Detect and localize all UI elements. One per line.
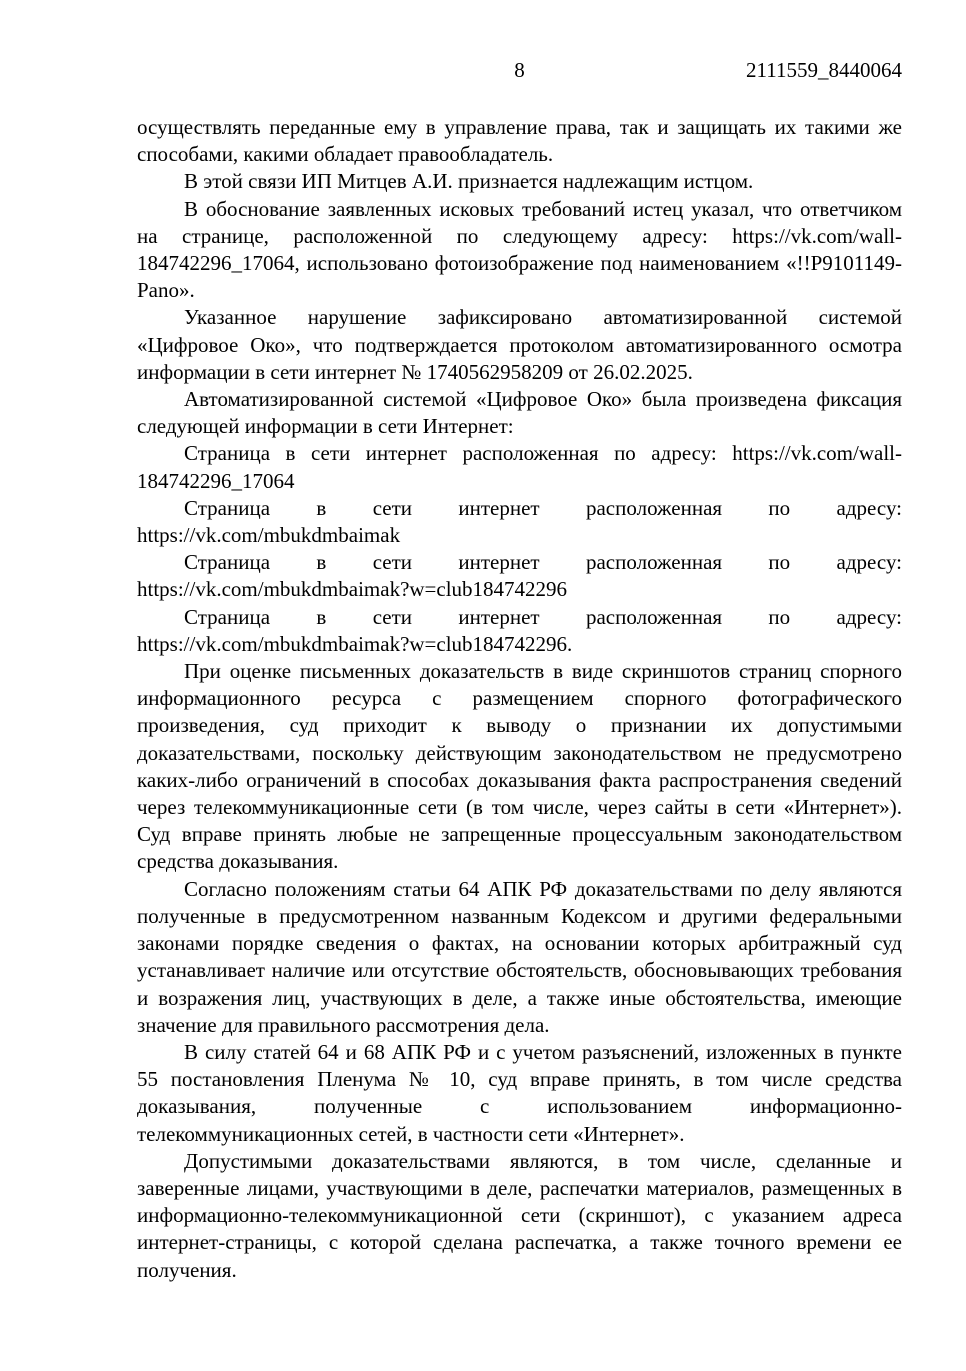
page-number: 8 [514,58,525,82]
paragraph-url-4: Страница в сети интернет расположенная по адресу: https://vk.com/mbukdmbaimak?w=club184742296. [137,604,902,656]
paragraph-proper-plaintiff: В этой связи ИП Митцев А.И. признается надлежащим истцом. [184,169,754,194]
paragraph-url-1: Страница в сети интернет расположенная по адресу: https://vk.com/wall-184742296_17064 [137,441,902,493]
document-body [137,114,902,1284]
paragraph-continuation: осуществлять переданные ему в управление права, так и защищать их такими же способами, какими обладает правообладатель. [137,115,902,167]
paragraph-apk-articles-64-68: В силу статей 64 и 68 АПК РФ и с учетом разъяснений, изложенных в пункте 55 постановления Пленума № 10, суд вправе принять, в том числе средства доказывания, полученные с использованием информационно-телекоммуникационных сетей, в частности сети «Интернет». [137,1039,902,1146]
paragraph-url-3: Страница в сети интернет расположенная по адресу: https://vk.com/mbukdmbaimak?w=club184742296 [137,550,902,602]
paragraph-url-2: Страница в сети интернет расположенная по адресу: https://vk.com/mbukdmbaimak [137,495,902,548]
document-number: 2111559_8440064 [746,58,902,82]
paragraph-violation-record: Указанное нарушение зафиксировано автоматизированной системой «Цифровое Око», что подтверждается протоколом автоматизированного осмотра информации в сети интернет № 1740562958209 от 26.02.2025. [137,305,902,384]
paragraph-admissible-evidence: Допустимыми доказательствами являются, в том числе, сделанные и заверенные лицами, участвующими в деле, распечатки материалов, размещенных в информационно-телекоммуникационной сети (скриншот), с указанием адреса интернет-страницы, с которой сделана распечатка, а также точного времени ее получения. [137,1148,902,1282]
paragraph-screenshot-assessment: При оценке письменных доказательств в виде скриншотов страниц спорного информационного ресурса с размещением спорного фотографического произведения, суд приходит к выводу о признании их допустимыми доказательствами, поскольку действующим законодательством не предусмотрено каких-либо ограничений в способах доказывания факта распространения сведений через телекоммуникационные сети (в том числе, через сайты в сети «Интернет»). Суд вправе принять любые не запрещенные процессуальным законодательством средства доказывания. [137,659,902,874]
paragraph-apk-article-64: Согласно положениям статьи 64 АПК РФ доказательствами по делу являются полученные в предусмотренном названным Кодексом и другими федеральными законами порядке сведения о фактах, на основании которых арбитражный суд устанавливает наличие или отсутствие обстоятельств, обосновывающих требования и возражения лиц, участвующих в деле, а также иные обстоятельства, имеющие значение для правильного рассмотрения дела. [137,876,902,1037]
page-header [137,58,902,86]
paragraph-claim-grounds: В обоснование заявленных исковых требований истец указал, что ответчиком на странице, расположенной по следующему адресу: https://vk.com/wall-184742296_17064, использовано фотоизображение под наименованием «!!P9101149-Pano». [137,196,902,303]
paragraph-fixation-intro: Автоматизированной системой «Цифровое Око» была произведена фиксация следующей информации в сети Интернет: [137,387,902,439]
